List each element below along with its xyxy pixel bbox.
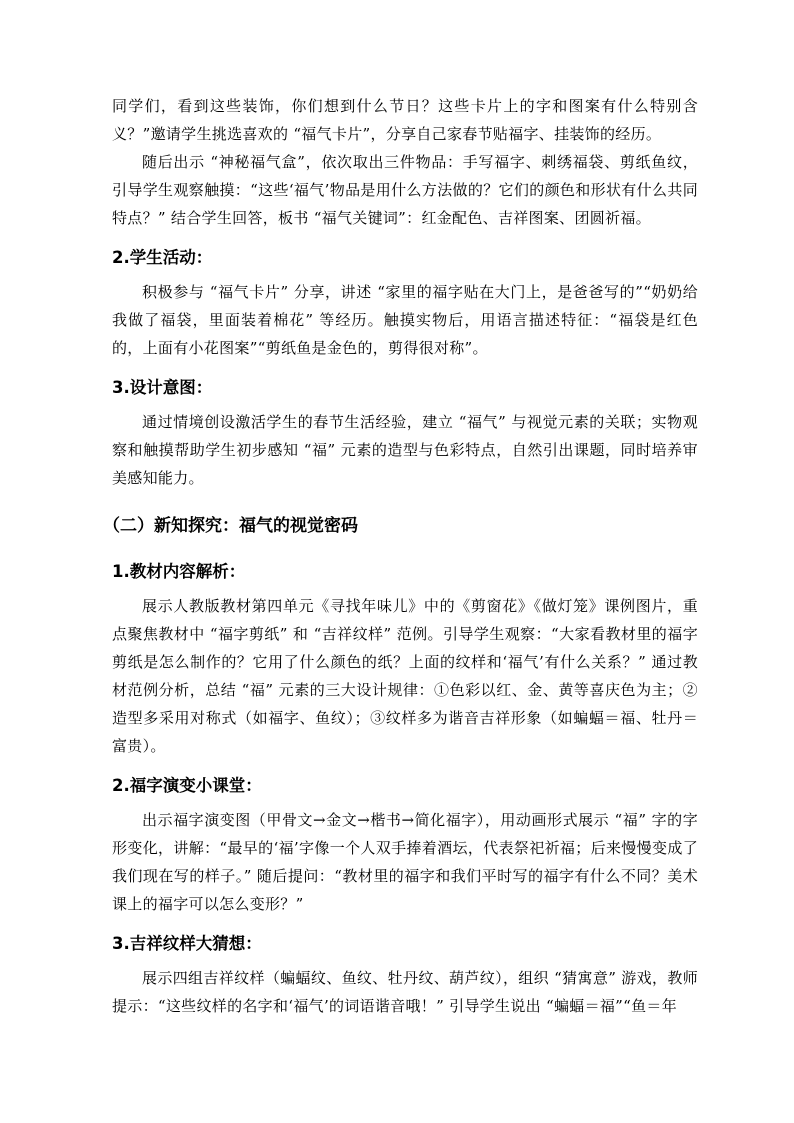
heading-design-intent: 3.设计意图： bbox=[112, 378, 213, 397]
paragraph-student-activity: 积极参与 “福气卡片” 分享，讲述 “家里的福字贴在大门上，是爸爸写的”“奶奶给我做了福袋，里面装着棉花” 等经历。触摸实物后，用语言描述特征：“福袋是红色的，上面有小花图案”“剪纸鱼是金色的，剪得很对称”。 bbox=[112, 283, 698, 357]
heading-textbook-analysis: 1.教材内容解析： bbox=[112, 562, 246, 581]
heading-pattern-guess: 3.吉祥纹样大猜想： bbox=[112, 934, 262, 953]
paragraph-design-intent: 通过情境创设激活学生的春节生活经验，建立 “福气” 与视觉元素的关联；实物观察和触摸帮助学生初步感知 “福” 元素的造型与色彩特点，自然引出课题，同时培养审美感知能力。 bbox=[112, 413, 698, 487]
paragraph-pattern-guess: 展示四组吉祥纹样（蝙蝠纹、鱼纹、牡丹纹、葫芦纹），组织 “猜寓意” 游戏，教师提示：“这些纹样的名字和‘福气’的词语谐音哦！” 引导学生说出 “蝙蝠＝福”“鱼＝年 bbox=[112, 969, 698, 1015]
heading-student-activity: 2.学生活动： bbox=[112, 248, 213, 267]
heading-fu-evolution: 2.福字演变小课堂： bbox=[112, 776, 262, 795]
heading-section-2: （二）新知探究：福气的视觉密码 bbox=[103, 516, 358, 536]
paragraph-textbook-analysis: 展示人教版教材第四单元《寻找年味儿》中的《剪窗花》《做灯笼》课例图片，重点聚焦教材中 “福字剪纸” 和 “吉祥纹样” 范例。引导学生观察：“大家看教材里的福字剪纸是怎么制作的？它用了什么颜色的纸？上面的纹样和‘福气’有什么关系？” 通过教材范例分析，总结 “福” 元素的三大设计规律：①色彩以红、金、黄等喜庆色为主；②造型多采用对称式（如福字、鱼纹）；③纹样多为谐音吉祥形象（如蝙蝠＝福、牡丹＝富贵）。 bbox=[112, 597, 698, 755]
paragraph-intro-continued: 同学们，看到这些装饰，你们想到什么节日？这些卡片上的字和图案有什么特别含义？”邀请学生挑选喜欢的 “福气卡片”，分享自己家春节贴福字、挂装饰的经历。 bbox=[112, 97, 698, 143]
document-page bbox=[103, 92, 698, 1020]
paragraph-fu-evolution: 出示福字演变图（甲骨文→金文→楷书→简化福字），用动画形式展示 “福” 字的字形变化，讲解：“最早的‘福’字像一个人双手捧着酒坛，代表祭祀祈福；后来慢慢变成了我们现在写的样子。” 随后提问：“教材里的福字和我们平时写的福字有什么不同？美术课上的福字可以怎么变形？” bbox=[112, 811, 698, 913]
paragraph-mystery-box: 随后出示 “神秘福气盒”，依次取出三件物品：手写福字、刺绣福袋、剪纸鱼纹，引导学生观察触摸：“这些‘福气’物品是用什么方法做的？它们的颜色和形状有什么共同特点？” 结合学生回答，板书 “福气关键词”：红金配色、吉祥图案、团圆祈福。 bbox=[112, 153, 698, 227]
